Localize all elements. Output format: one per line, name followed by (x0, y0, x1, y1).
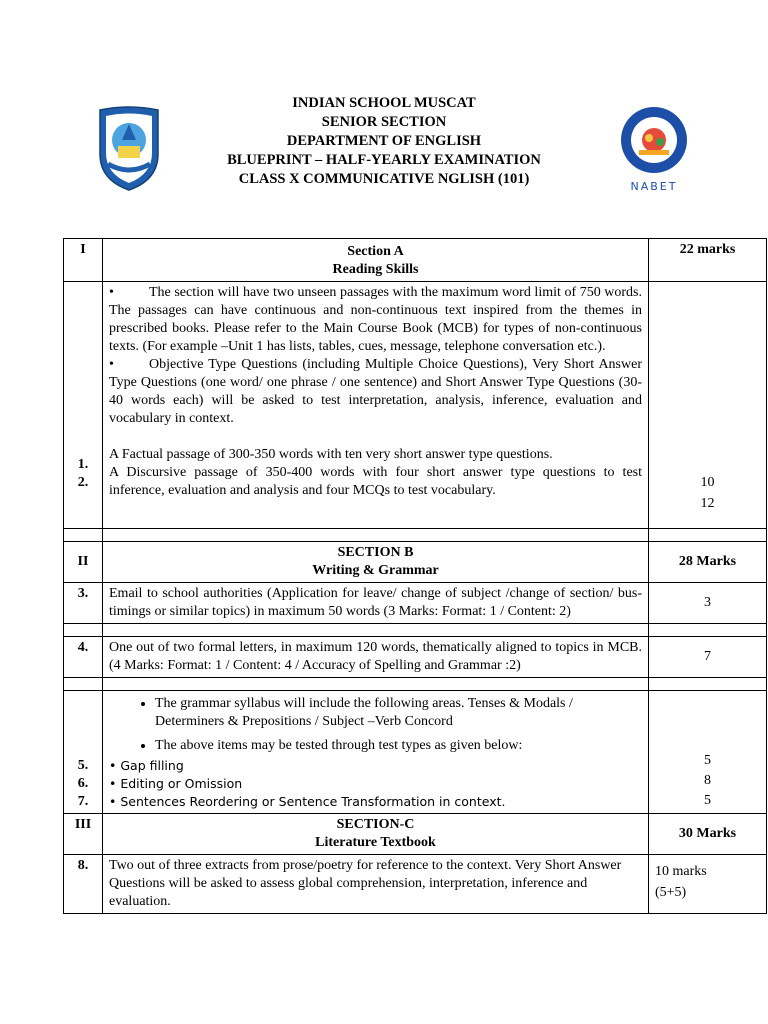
q7-text: • Sentences Reordering or Sentence Transformation in context. (109, 794, 506, 809)
nabet-label: NABET (630, 180, 678, 193)
section-b-header-row (64, 542, 767, 583)
q7-number: 7. (77, 794, 89, 809)
section-c-subtitle: Literature Textbook (315, 835, 436, 850)
q1-text: A Factual passage of 300-350 words with ten very short answer type questions. (109, 447, 553, 462)
grammar-list (109, 695, 642, 755)
department-name: DEPARTMENT OF ENGLISH (286, 133, 482, 149)
q7-marks: 5 (704, 793, 711, 808)
q2-marks: 12 (700, 496, 715, 511)
section-a-marks: 22 marks (649, 239, 767, 282)
section-b-title-cell (103, 542, 649, 583)
section-a-header-row (64, 239, 767, 282)
spacer-row (64, 529, 767, 542)
section-a-bullet-1-text: The section will have two unseen passages with the maximum word limit of 750 words. The passages can have continuous and non-continuous text inspired from the themes in prescribed books. Please refer to the Main Course Book (MCB) for types of non-continuous texts. (For example –Unit 1 has lists, tables, cues, message, telephone conversation etc.). (109, 285, 642, 354)
q8-text: Two out of three extracts from prose/poetry for reference to the context. Very Short Answer Questions will be asked to assess global comprehension, interpretation, inference and evaluation. (103, 855, 649, 914)
spacer-row (64, 624, 767, 637)
q8-split: (5+5) (655, 885, 687, 900)
q6-marks: 8 (704, 773, 711, 788)
q2-number: 2. (77, 475, 89, 490)
school-name: INDIAN SCHOOL MUSCAT (292, 95, 476, 111)
grammar-row (64, 691, 767, 814)
q8-marks: 10 marks (655, 864, 707, 879)
bullet-mark: • (109, 357, 114, 372)
q8-number: 8. (64, 855, 103, 914)
section-c-number: III (64, 814, 103, 855)
section-b-number: II (64, 542, 103, 583)
section-a-question-marks (649, 282, 767, 529)
blueprint-table (63, 238, 767, 914)
q5-text: • Gap filling (109, 758, 184, 773)
q4-row (64, 637, 767, 678)
section-a-bullet-2-text: Objective Type Questions (including Multiple Choice Questions), Very Short Answer Type Questions (one word/ one phrase / one sentence) and Short Answer Type Questions (30-40 words each) will be asked to test interpretation, analysis, inference, evaluation and vocabulary in context. (109, 357, 642, 426)
section-c-title: SECTION-C (336, 817, 415, 832)
q5-7-marks (649, 691, 767, 814)
q3-marks: 3 (649, 583, 767, 624)
q4-text: One out of two formal letters, in maximum 120 words, thematically aligned to topics in MCB. (4 Marks: Format: 1 / Content: 4 / Accuracy of Spelling and Grammar :2) (103, 637, 649, 678)
section-a-title-cell (103, 239, 649, 282)
bullet-mark: • (109, 285, 114, 300)
grammar-description (103, 691, 649, 814)
section-b-subtitle: Writing & Grammar (312, 563, 439, 578)
section-b-marks: 28 Marks (649, 542, 767, 583)
section-name: SENIOR SECTION (321, 114, 447, 130)
section-b-title: SECTION B (337, 545, 414, 560)
q3-number: 3. (64, 583, 103, 624)
section-a-bullet-1 (109, 284, 642, 356)
school-crest-logo (96, 106, 162, 192)
q5-7-numbers (64, 691, 103, 814)
section-c-header-row (64, 814, 767, 855)
section-a-description (103, 282, 649, 529)
class-subject: CLASS X COMMUNICATIVE NGLISH (101) (238, 171, 530, 187)
section-a-body-row (64, 282, 767, 529)
section-c-marks: 30 Marks (649, 814, 767, 855)
q8-row (64, 855, 767, 914)
section-a-number: I (64, 239, 103, 282)
grammar-intro: • The grammar syllabus will include the following areas. Tenses & Modals / Determiners & Prepositions / Subject –Verb Concord (155, 695, 642, 731)
q1-marks: 10 (700, 475, 715, 490)
q3-row (64, 583, 767, 624)
section-a-subtitle: Reading Skills (332, 262, 419, 277)
q4-number: 4. (64, 637, 103, 678)
document-title: BLUEPRINT – HALF-YEARLY EXAMINATION (227, 152, 541, 168)
section-c-title-cell (103, 814, 649, 855)
q3-text: Email to school authorities (Application for leave/ change of subject /change of section/ bus-timings or similar topics) in maximum 50 words (3 Marks: Format: 1 / Content: 2) (103, 583, 649, 624)
grammar-tested: • The above items may be tested through test types as given below: (155, 737, 642, 755)
q4-marks: 7 (649, 637, 767, 678)
q2-text: A Discursive passage of 350-400 words with four short answer type questions to test inference, evaluation and analysis and four MCQs to test vocabulary. (109, 465, 642, 498)
q6-text: • Editing or Omission (109, 776, 243, 791)
section-a-bullet-2 (109, 356, 642, 428)
q5-marks: 5 (704, 753, 711, 768)
q5-number: 5. (77, 758, 89, 773)
section-a-question-numbers (64, 282, 103, 529)
section-a-title: Section A (347, 244, 404, 259)
q6-number: 6. (77, 776, 89, 791)
spacer-row (64, 678, 767, 691)
q1-number: 1. (77, 457, 89, 472)
q8-marks-cell (649, 855, 767, 914)
